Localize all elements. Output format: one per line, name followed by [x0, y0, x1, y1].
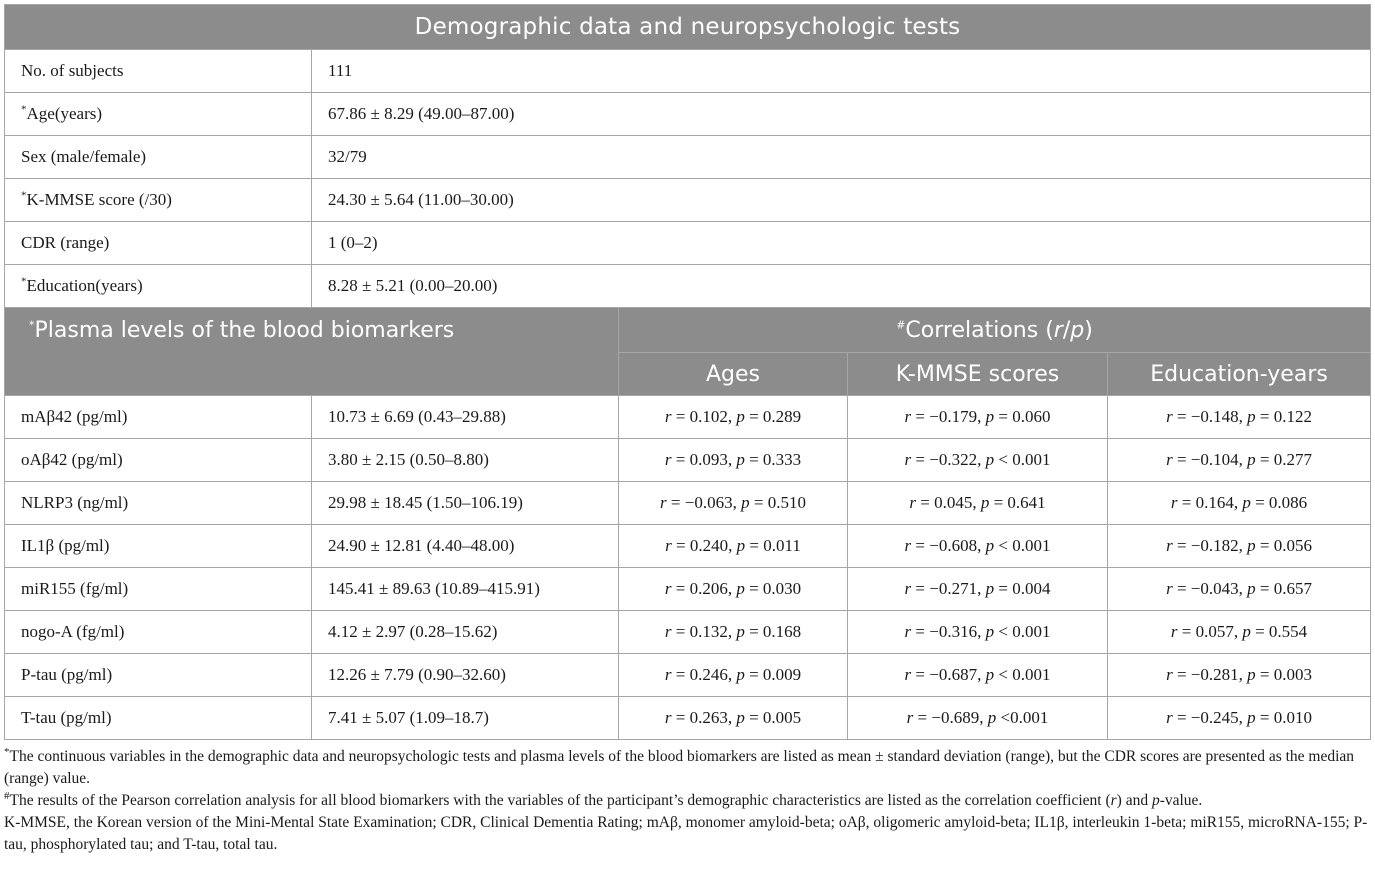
biomarkers-header: *Plasma levels of the blood biomarkers [5, 308, 619, 396]
corr-kmmse: r = −0.271, p = 0.004 [848, 568, 1108, 611]
biomarker-label: P-tau (pg/ml) [5, 654, 312, 697]
table-row [5, 654, 1371, 697]
corr-education: r = 0.057, p = 0.554 [1108, 611, 1371, 654]
table-row [5, 179, 1371, 222]
biomarker-value: 10.73 ± 6.69 (0.43–29.88) [312, 396, 619, 439]
table-row [5, 525, 1371, 568]
table-row [5, 93, 1371, 136]
footnote-abbreviations: K-MMSE, the Korean version of the Mini-Mental State Examination; CDR, Clinical Dementia Rating; mAβ, monomer amyloid-beta; oAβ, oligomeric amyloid-beta; IL1β, interleukin 1-beta; miR155, microRNA-155; P-tau, phosphorylated tau; and T-tau, total tau. [4, 814, 1368, 853]
corr-education: r = −0.281, p = 0.003 [1108, 654, 1371, 697]
row-value: 32/79 [312, 136, 1371, 179]
biomarker-value: 24.90 ± 12.81 (4.40–48.00) [312, 525, 619, 568]
corr-ages: r = 0.132, p = 0.168 [619, 611, 848, 654]
biomarker-label: mAβ42 (pg/ml) [5, 396, 312, 439]
biomarker-label: NLRP3 (ng/ml) [5, 482, 312, 525]
column-header-ages: Ages [619, 353, 848, 396]
corr-ages: r = 0.102, p = 0.289 [619, 396, 848, 439]
demographics-rows [5, 50, 1371, 308]
corr-kmmse: r = 0.045, p = 0.641 [848, 482, 1108, 525]
footnote-1: *The continuous variables in the demographic data and neuropsychologic tests and plasma levels of the blood biomarkers are listed as mean ± standard deviation (range), but the CDR scores are presented as the median (range) value. [4, 745, 1355, 787]
column-header-education: Education-years [1108, 353, 1371, 396]
table-row [5, 136, 1371, 179]
corr-education: r = −0.182, p = 0.056 [1108, 525, 1371, 568]
biomarkers-table [4, 307, 1371, 740]
demographics-table [4, 4, 1371, 308]
biomarker-label: oAβ42 (pg/ml) [5, 439, 312, 482]
demographics-title: Demographic data and neuropsychologic tests [5, 5, 1371, 50]
corr-kmmse: r = −0.316, p < 0.001 [848, 611, 1108, 654]
corr-ages: r = 0.246, p = 0.009 [619, 654, 848, 697]
table-row [5, 568, 1371, 611]
corr-education: r = 0.164, p = 0.086 [1108, 482, 1371, 525]
biomarker-label: miR155 (fg/ml) [5, 568, 312, 611]
corr-ages: r = −0.063, p = 0.510 [619, 482, 848, 525]
biomarker-label: nogo-A (fg/ml) [5, 611, 312, 654]
corr-education: r = −0.148, p = 0.122 [1108, 396, 1371, 439]
table-row [5, 439, 1371, 482]
corr-ages: r = 0.240, p = 0.011 [619, 525, 848, 568]
biomarker-value: 7.41 ± 5.07 (1.09–18.7) [312, 697, 619, 740]
row-value: 111 [312, 50, 1371, 93]
row-label: Sex (male/female) [5, 136, 312, 179]
corr-ages: r = 0.093, p = 0.333 [619, 439, 848, 482]
row-label: *Age(years) [5, 93, 312, 136]
row-value: 67.86 ± 8.29 (49.00–87.00) [312, 93, 1371, 136]
corr-ages: r = 0.263, p = 0.005 [619, 697, 848, 740]
table-row [5, 396, 1371, 439]
corr-education: r = −0.104, p = 0.277 [1108, 439, 1371, 482]
corr-kmmse: r = −0.608, p < 0.001 [848, 525, 1108, 568]
row-label: No. of subjects [5, 50, 312, 93]
corr-education: r = −0.245, p = 0.010 [1108, 697, 1371, 740]
corr-education: r = −0.043, p = 0.657 [1108, 568, 1371, 611]
biomarker-label: T-tau (pg/ml) [5, 697, 312, 740]
corr-kmmse: r = −0.689, p <0.001 [848, 697, 1108, 740]
biomarker-value: 4.12 ± 2.97 (0.28–15.62) [312, 611, 619, 654]
biomarker-value: 3.80 ± 2.15 (0.50–8.80) [312, 439, 619, 482]
table-row [5, 611, 1371, 654]
table-figure [4, 4, 1370, 856]
biomarker-value: 29.98 ± 18.45 (1.50–106.19) [312, 482, 619, 525]
corr-kmmse: r = −0.179, p = 0.060 [848, 396, 1108, 439]
corr-kmmse: r = −0.322, p < 0.001 [848, 439, 1108, 482]
biomarker-value: 12.26 ± 7.79 (0.90–32.60) [312, 654, 619, 697]
row-value: 8.28 ± 5.21 (0.00–20.00) [312, 265, 1371, 308]
corr-ages: r = 0.206, p = 0.030 [619, 568, 848, 611]
column-header-kmmse: K-MMSE scores [848, 353, 1108, 396]
row-label: *K-MMSE score (/30) [5, 179, 312, 222]
footnote-2: #The results of the Pearson correlation analysis for all blood biomarkers with the variables of the participant’s demographic characteristics are listed as the correlation coefficient (r) and p-value. [4, 789, 1203, 809]
table-row [5, 222, 1371, 265]
biomarker-label: IL1β (pg/ml) [5, 525, 312, 568]
biomarker-value: 145.41 ± 89.63 (10.89–415.91) [312, 568, 619, 611]
row-value: 24.30 ± 5.64 (11.00–30.00) [312, 179, 1371, 222]
row-label: CDR (range) [5, 222, 312, 265]
row-value: 1 (0–2) [312, 222, 1371, 265]
correlations-header: #Correlations (r/p) [619, 308, 1371, 353]
row-label: *Education(years) [5, 265, 312, 308]
table-row [5, 697, 1371, 740]
biomarker-rows [5, 396, 1371, 740]
table-row [5, 482, 1371, 525]
table-row [5, 50, 1371, 93]
table-footnotes [4, 746, 1370, 856]
corr-kmmse: r = −0.687, p < 0.001 [848, 654, 1108, 697]
table-row [5, 265, 1371, 308]
